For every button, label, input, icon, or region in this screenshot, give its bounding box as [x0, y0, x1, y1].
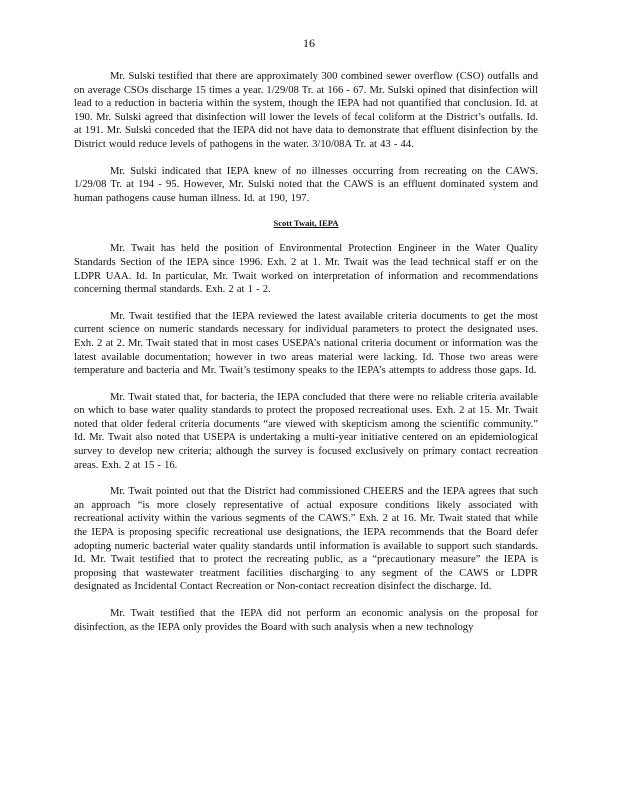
paragraph: Mr. Twait stated that, for bacteria, the IEPA concluded that there were no reliable criteria available on which to base water quality standards to protect the proposed recreational uses. Exh. 2 at 15. Mr. Twait noted that older federal criteria documents “are viewed with skepticism among the scientific community.” Id. Mr. Twait also noted that USEPA is undertaking a multi-year initiative centered on an epidemiological survey to develop new criteria; although the survey is focused exclusively on primary contact recreation areas. Exh. 2 at 15 - 16.: [74, 391, 538, 471]
section-heading: [74, 218, 538, 228]
section-heading-text: Scott Twait, IEPA: [273, 218, 339, 229]
paragraph: Mr. Twait testified that the IEPA did not perform an economic analysis on the proposal for disinfection, as the IEPA only provides the Board with such analysis when a new technology: [74, 608, 538, 633]
page-number: 16: [303, 36, 315, 50]
paragraph: Mr. Twait has held the position of Environmental Protection Engineer in the Water Quality Standards Section of the IEPA since 1996. Exh. 2 at 1. Mr. Twait was the lead technical staff er on the LDPR UAA. Id. In particular, Mr. Twait worked on interpretation of information and recommendations concerning thermal standards. Exh. 2 at 1 - 2.: [74, 243, 538, 296]
paragraph: Mr. Sulski indicated that IEPA knew of no illnesses occurring from recreating on the CAWS. 1/29/08 Tr. at 194 - 95. However, Mr. Sulski noted that the CAWS is an effluent dominated system and human pathogens cause human illness. Id. at 190, 197.: [74, 165, 538, 204]
paragraph: Mr. Twait pointed out that the District had commissioned CHEERS and the IEPA agrees that such an approach “is more closely representative of actual exposure conditions likely associated with recreational activity within the various segments of the CAWS.” Exh. 2 at 16. Mr. Twait stated that while the IEPA is proposing specific recreational use designations, the IEPA recommends that the Board defer adopting numeric bacterial water quality standards until information is available to support such standards. Id. Mr. Twait testified that to protect the recreating public, as a “precautionary measure” the IEPA is proposing that wastewater treatment facilities discharging to any segment of the CAWS or LDPR designated as Incidental Contact Recreation or Non-contact recreation disinfect the discharge. Id.: [74, 486, 538, 593]
document-body: [74, 70, 538, 647]
paragraph: Mr. Sulski testified that there are approximately 300 combined sewer overflow (CSO) outfalls and on average CSOs discharge 15 times a year. 1/29/08 Tr. at 166 - 67. Mr. Sulski opined that disinfection will lead to a reduction in bacteria within the system, though the IEPA had not quantified that conclusion. Id. at 190. Mr. Sulski agreed that disinfection will lower the levels of fecal coliform at the District’s outfalls. Id. at 191. Mr. Sulski conceded that the IEPA did not have data to demonstrate that effluent disinfection by the District would reduce levels of pathogens in the water. 3/10/08A Tr. at 43 - 44.: [74, 71, 538, 150]
paragraph: Mr. Twait testified that the IEPA reviewed the latest available criteria documents to get the most current science on numeric standards necessary for individual parameters to protect the designated uses. Exh. 2 at 2. Mr. Twait stated that in most cases USEPA’s national criteria document or information was the latest available documentation; however in two areas material were lacking. Id. Those two areas were temperature and bacteria and Mr. Twait’s testimony speaks to the IEPA’s attempts to address those gaps. Id.: [74, 310, 538, 377]
